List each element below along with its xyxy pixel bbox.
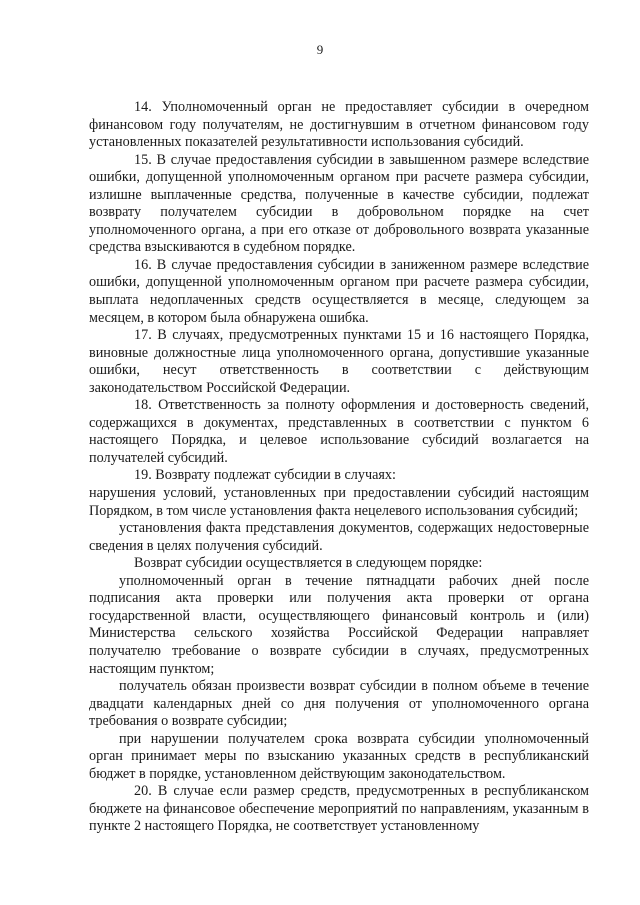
paragraph-19: 19. Возврату подлежат субсидии в случаях: (134, 467, 396, 484)
paragraph-14: 14. Уполномоченный орган не предоставляет субсидии в очередном финансовом году получателям, не достигнувшим в отчетном финансовом году установленных показателей результативности использования субсидий. (89, 99, 589, 151)
page-number: 9 (316, 42, 324, 57)
paragraph-17: 17. В случаях, предусмотренных пунктами 15 и 16 настоящего Порядка, виновные должностные лица уполномоченного органа, допустившие указанные ошибки, несут ответственность в соответствии с действующим законодательством Российской Федерации. (89, 327, 589, 396)
paragraph-return-order: Возврат субсидии осуществляется в следующем порядке: (134, 555, 483, 572)
paragraph-return-step-2: получатель обязан произвести возврат субсидии в полном объеме в течение двадцати календарных дней со дня получения от уполномоченного органа требования о возврате субсидии; (89, 678, 589, 730)
document-body (89, 99, 589, 836)
paragraph-15: 15. В случае предоставления субсидии в завышенном размере вследствие ошибки, допущенной уполномоченным органом при расчете размера субсидии, излишне выплаченные средства, полученные в качестве субсидии, подлежат возврату получателем субсидии в добровольном порядке на счет уполномоченного органа, а при его отказе от добровольного возврата указанные средства взыскиваются в судебном порядке. (89, 151, 589, 256)
paragraph-20: 20. В случае если размер средств, предусмотренных в республиканском бюджете на финансовое обеспечение мероприятий по направлениям, указанным в пункте 2 настоящего Порядка, не соответствует установленному (89, 783, 589, 835)
paragraph-16: 16. В случае предоставления субсидии в заниженном размере вследствие ошибки, допущенной уполномоченным органом при расчете размера субсидии, выплата недоплаченных средств осуществляется в месяце, следующем за месяцем, в котором была обнаружена ошибка. (89, 256, 589, 326)
paragraph-19-case-1: нарушения условий, установленных при предоставлении субсидий настоящим Порядком, в том числе установления факта нецелевого использования субсидий; (89, 485, 589, 519)
paragraph-return-step-3: при нарушении получателем срока возврата субсидии уполномоченный орган принимает меры по взысканию указанных средств в республиканский бюджет в порядке, установленном действующим законодательством. (89, 730, 589, 782)
paragraph-return-step-1: уполномоченный орган в течение пятнадцати рабочих дней после подписания акта проверки или получения акта проверки от органа государственной власти, осуществляющего финансовый контроль и (или) Министерства сельского хозяйства Российской Федерации направляет получателю требование о возврате субсидии в случаях, предусмотренных настоящим пунктом; (89, 572, 589, 677)
paragraph-18: 18. Ответственность за полноту оформления и достоверность сведений, содержащихся в документах, представленных в соответствии с пунктом 6 настоящего Порядка, и целевое использование субсидий возлагается на получателей субсидий. (89, 397, 589, 466)
paragraph-19-case-2: установления факта представления документов, содержащих недостоверные сведения в целях получения субсидий. (89, 520, 589, 554)
